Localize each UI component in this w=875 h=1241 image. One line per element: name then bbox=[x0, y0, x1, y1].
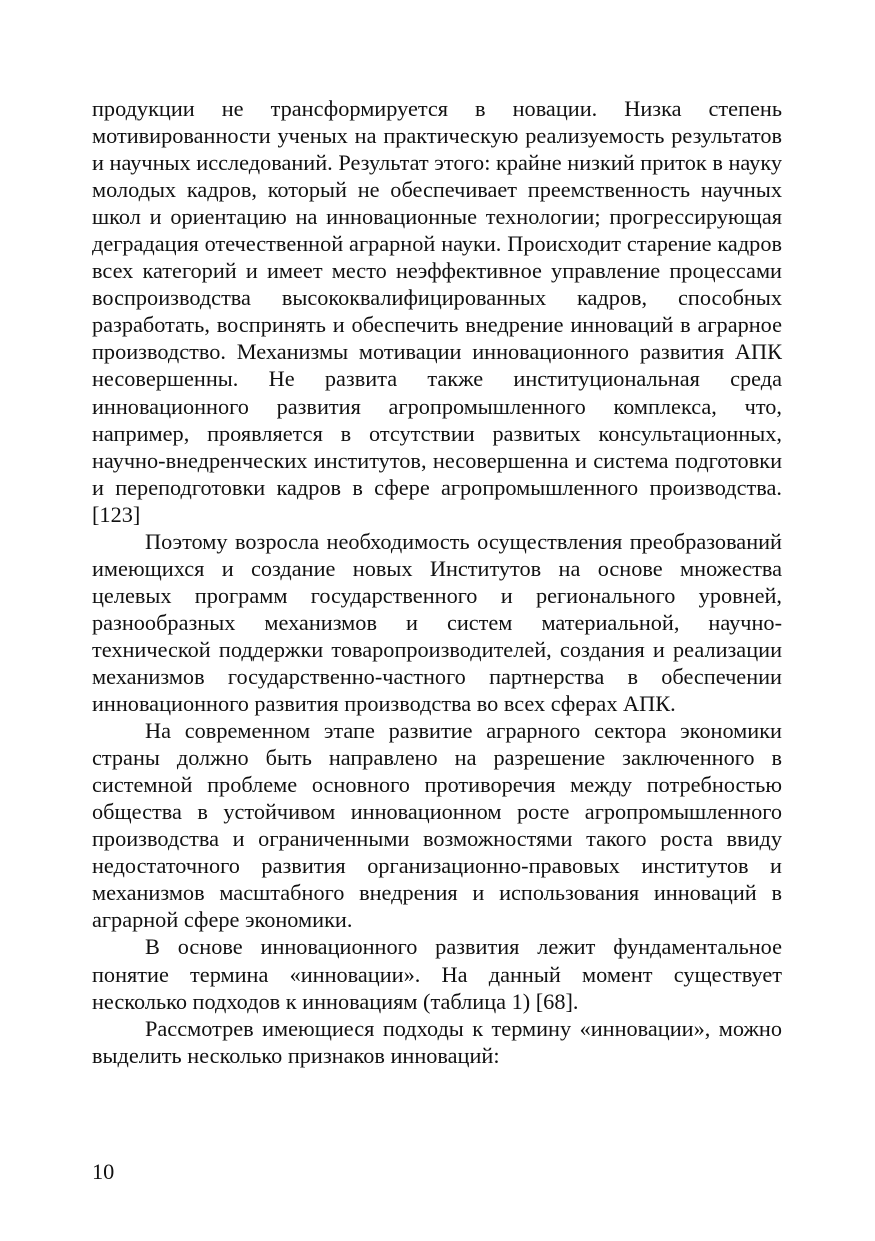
page-number: 10 bbox=[92, 1159, 115, 1184]
paragraph-continuation: продукции не трансформируется в новации. Низка степень мотивированности ученых на практическую реализуемость результатов и научных исследований. Результат этого: крайне низкий приток в науку молодых кадров, который не обеспечивает преемственность научных школ и ориентацию на инновационные технологии; прогрессирующая деградация отечественной аграрной науки. Происходит старение кадров всех категорий и имеет место неэффективное управление процессами воспроизводства высококвалифицированных кадров, способных разработать, воспринять и обеспечить внедрение инноваций в аграрное производство. Механизмы мотивации инновационного развития АПК несовершенны. Не развита также институциональная среда инновационного развития агропромышленного комплекса, что, например, проявляется в отсутствии развитых консультационных, научно-внедренческих институтов, несовершенна и система подготовки и переподготовки кадров в сфере агропромышленного производства. [123] bbox=[92, 96, 782, 527]
page-body bbox=[92, 95, 782, 1069]
paragraph-necessity: Поэтому возросла необходимость осуществления преобразований имеющихся и создание новых Институтов на основе множества целевых программ государственного и регионального уровней, разнообразных механизмов и систем материальной, научно-технической поддержки товаропроизводителей, создания и реализации механизмов государственно-частного партнерства в обеспечении инновационного развития производства во всех сферах АПК. bbox=[92, 528, 782, 717]
paragraph-innovation-basis: В основе инновационного развития лежит фундаментальное понятие термина «инновации». На данный момент существует несколько подходов к инновациям (таблица 1) [68]. bbox=[92, 934, 782, 1014]
paragraph-innovation-features: Рассмотрев имеющиеся подходы к термину «инновации», можно выделить несколько признаков инноваций: bbox=[92, 1015, 782, 1068]
paragraph-current-stage: На современном этапе развитие аграрного сектора экономики страны должно быть направлено на разрешение заключенного в системной проблеме основного противоречия между потребностью общества в устойчивом инновационном росте агропромышленного производства и ограниченными возможностями такого роста ввиду недостаточного развития организационно-правовых институтов и механизмов масштабного внедрения и использования инноваций в аграрной сфере экономики. bbox=[92, 718, 782, 933]
